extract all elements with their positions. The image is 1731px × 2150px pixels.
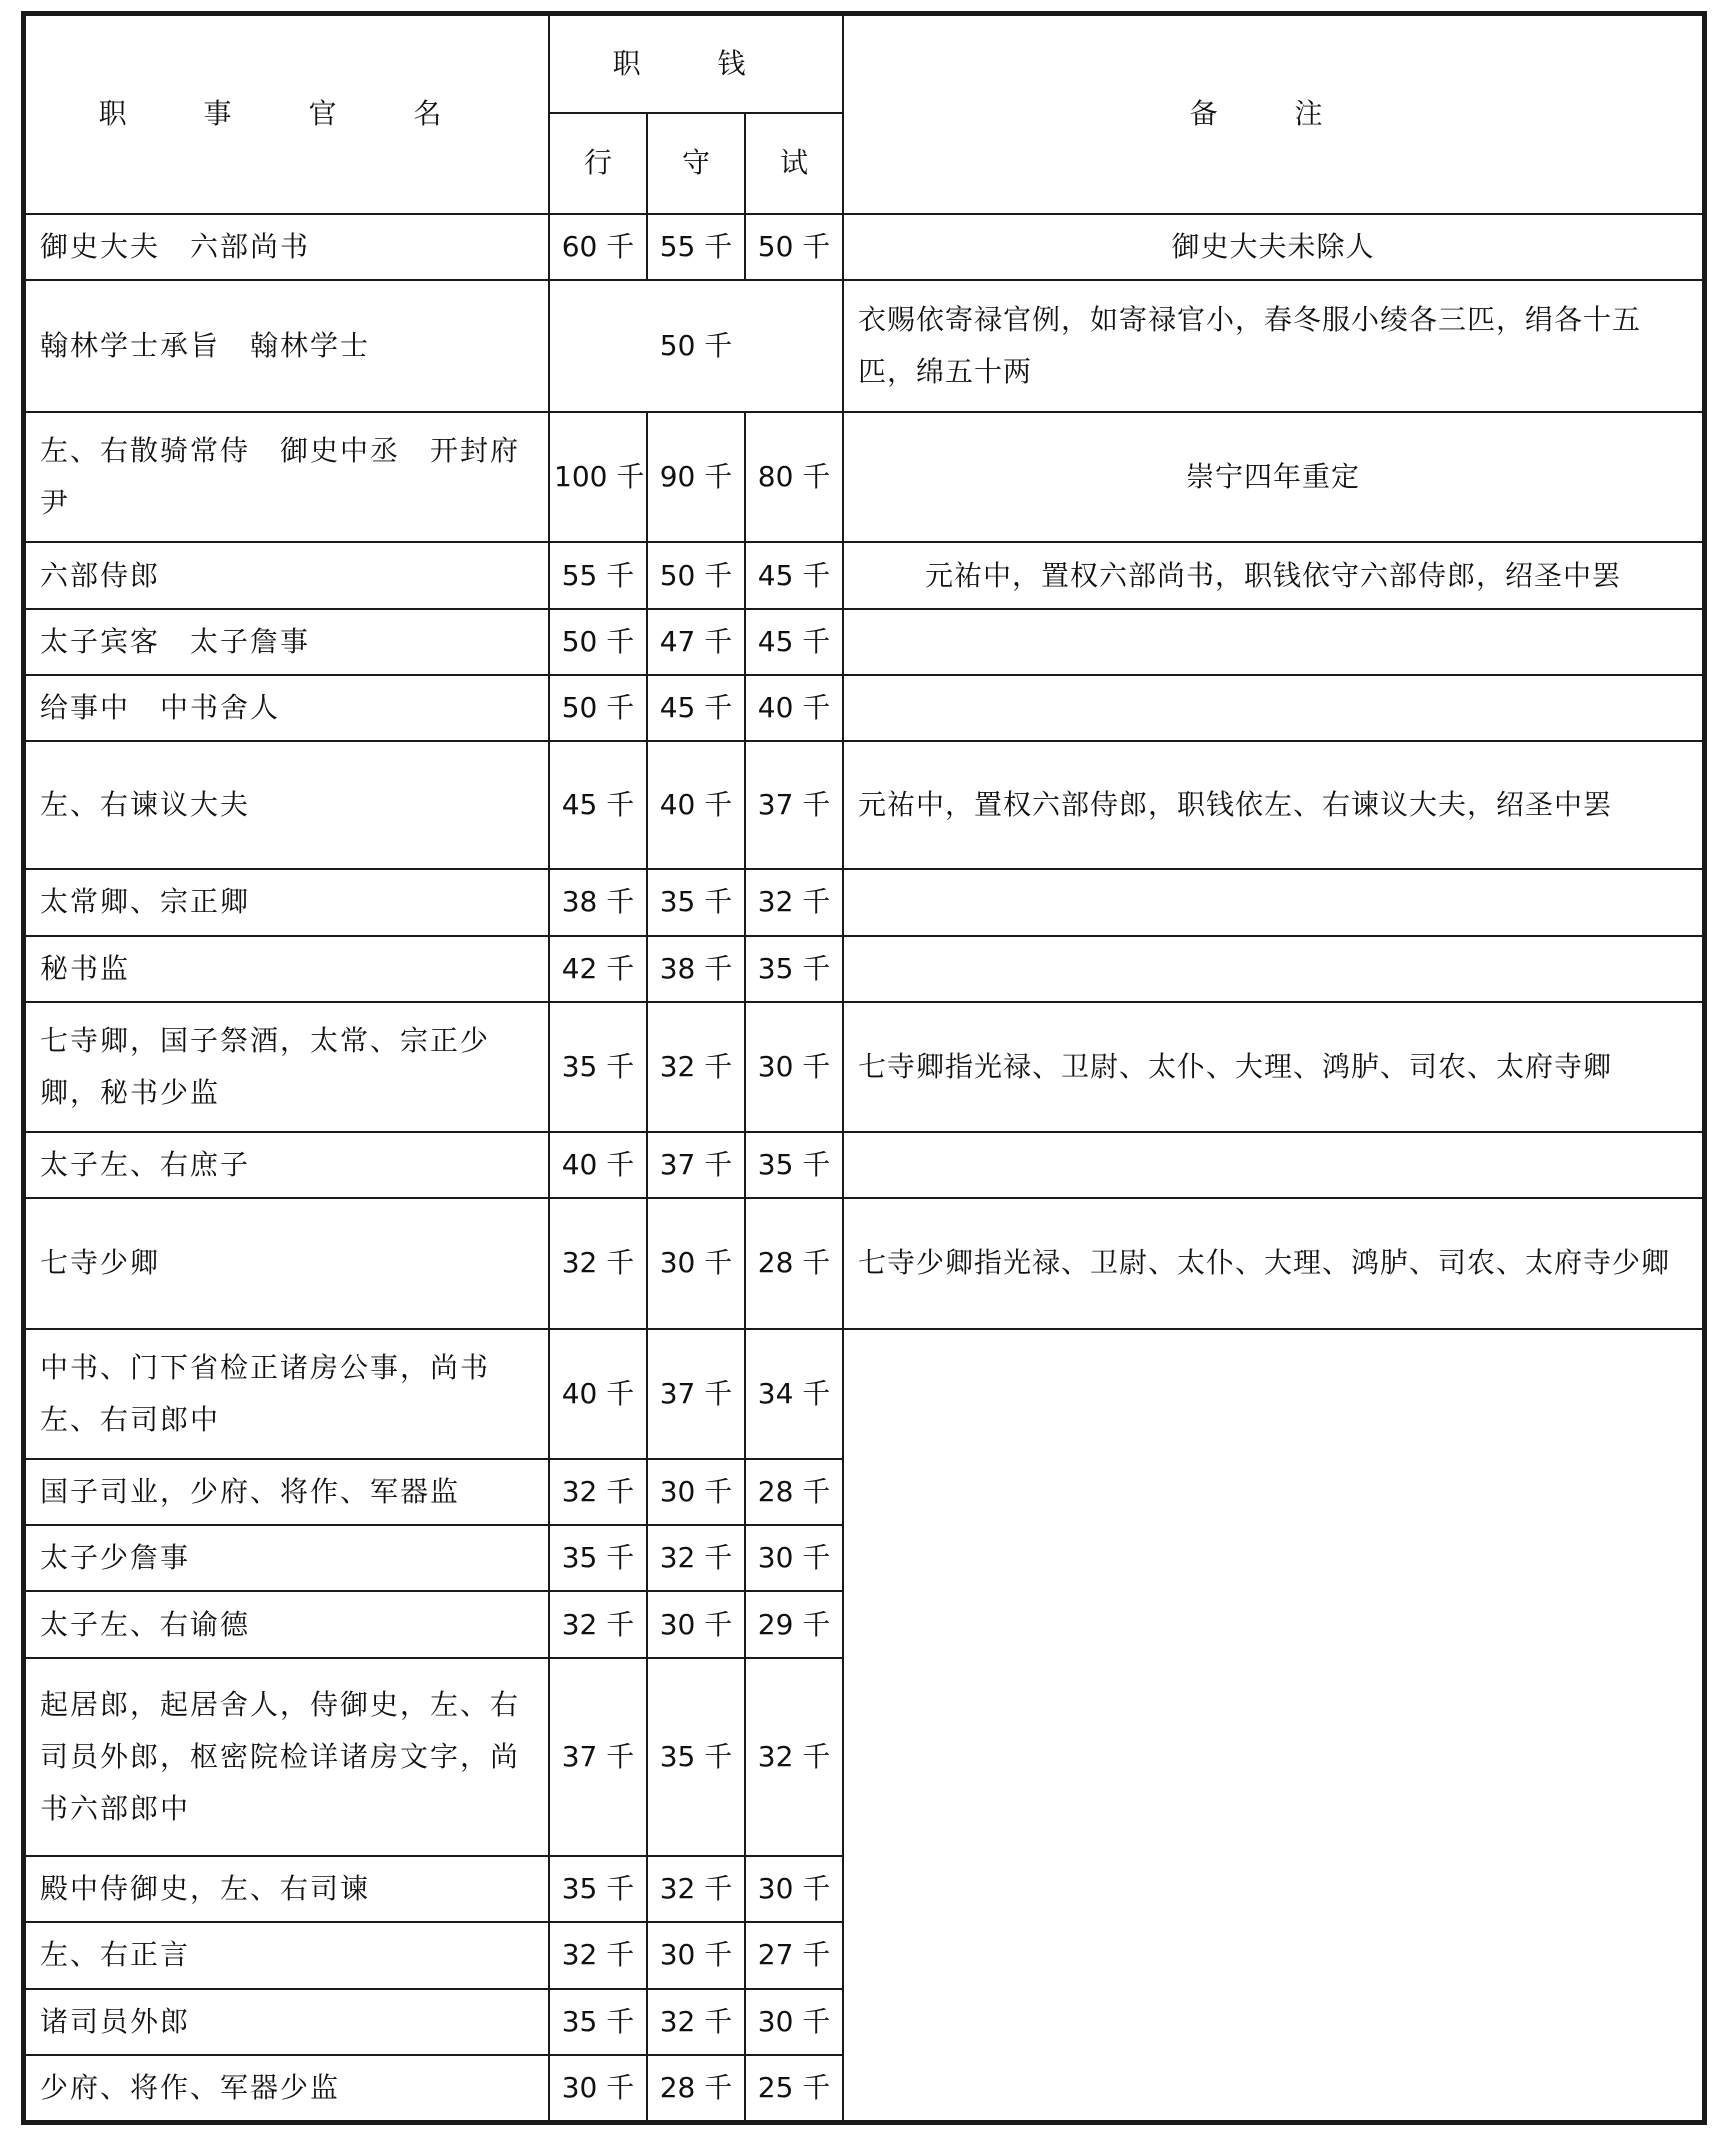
salary-shou: 38 千 — [647, 936, 745, 1002]
remark — [843, 869, 1703, 935]
official-name: 六部侍郎 — [25, 542, 549, 608]
salary-shou: 30 千 — [647, 1922, 745, 1988]
salary-hang: 40 千 — [549, 1132, 647, 1198]
salary-hang: 30 千 — [549, 2055, 647, 2121]
table-row — [25, 214, 1703, 280]
salary-hang: 35 千 — [549, 1002, 647, 1132]
salary-shi: 30 千 — [745, 1856, 843, 1922]
salary-shi: 50 千 — [745, 214, 843, 280]
remark: 七寺卿指光禄、卫尉、太仆、大理、鸿胪、司农、太府寺卿 — [843, 1002, 1703, 1132]
table-row — [25, 609, 1703, 675]
salary-shi: 27 千 — [745, 1922, 843, 1988]
salary-shi: 30 千 — [745, 1002, 843, 1132]
official-name: 少府、将作、军器少监 — [25, 2055, 549, 2121]
salary-shou: 47 千 — [647, 609, 745, 675]
salary-shou: 37 千 — [647, 1329, 745, 1459]
salary-shou: 45 千 — [647, 675, 745, 741]
table-row — [25, 675, 1703, 741]
official-name: 殿中侍御史，左、右司谏 — [25, 1856, 549, 1922]
salary-hang: 32 千 — [549, 1591, 647, 1657]
salary-hang: 35 千 — [549, 1989, 647, 2055]
salary-shou: 30 千 — [647, 1459, 745, 1525]
salary-shou: 28 千 — [647, 2055, 745, 2121]
salary-shou: 32 千 — [647, 1525, 745, 1591]
salary-hang: 45 千 — [549, 741, 647, 869]
salary-hang: 50 千 — [549, 675, 647, 741]
salary-shi: 80 千 — [745, 412, 843, 542]
salary-table-page — [24, 14, 1702, 2122]
salary-shi: 28 千 — [745, 1459, 843, 1525]
official-name: 起居郎，起居舍人，侍御史，左、右司员外郎，枢密院检详诸房文字，尚书六部郎中 — [25, 1658, 549, 1857]
remarks-blank-area — [843, 1329, 1703, 2121]
official-name: 太子少詹事 — [25, 1525, 549, 1591]
salary-hang: 35 千 — [549, 1856, 647, 1922]
salary-table — [24, 14, 1704, 2122]
salary-hang: 38 千 — [549, 869, 647, 935]
salary-hang: 35 千 — [549, 1525, 647, 1591]
official-name: 太子左、右庶子 — [25, 1132, 549, 1198]
header-remarks: 备 注 — [843, 15, 1703, 214]
salary-merged: 50 千 — [549, 280, 843, 412]
salary-shi: 30 千 — [745, 1525, 843, 1591]
table-row — [25, 412, 1703, 542]
official-name: 七寺少卿 — [25, 1198, 549, 1328]
header-official-title: 职 事 官 名 — [25, 15, 549, 214]
remark: 御史大夫未除人 — [843, 214, 1703, 280]
salary-hang: 37 千 — [549, 1658, 647, 1857]
remark — [843, 609, 1703, 675]
salary-shi: 40 千 — [745, 675, 843, 741]
salary-hang: 32 千 — [549, 1922, 647, 1988]
official-name: 御史大夫 六部尚书 — [25, 214, 549, 280]
official-name: 给事中 中书舍人 — [25, 675, 549, 741]
salary-shou: 37 千 — [647, 1132, 745, 1198]
table-row — [25, 280, 1703, 412]
salary-shi: 35 千 — [745, 1132, 843, 1198]
remark — [843, 1132, 1703, 1198]
official-name: 国子司业，少府、将作、军器监 — [25, 1459, 549, 1525]
salary-shou: 55 千 — [647, 214, 745, 280]
salary-hang: 32 千 — [549, 1198, 647, 1328]
table-row — [25, 741, 1703, 869]
official-name: 太子左、右谕德 — [25, 1591, 549, 1657]
salary-shou: 30 千 — [647, 1591, 745, 1657]
remark — [843, 936, 1703, 1002]
salary-hang: 100 千 — [549, 412, 647, 542]
table-row — [25, 1132, 1703, 1198]
official-name: 左、右散骑常侍 御史中丞 开封府尹 — [25, 412, 549, 542]
salary-hang: 42 千 — [549, 936, 647, 1002]
remark: 崇宁四年重定 — [843, 412, 1703, 542]
table-row — [25, 1198, 1703, 1328]
official-name: 左、右谏议大夫 — [25, 741, 549, 869]
salary-shi: 29 千 — [745, 1591, 843, 1657]
salary-shou: 30 千 — [647, 1198, 745, 1328]
salary-shi: 45 千 — [745, 542, 843, 608]
table-row — [25, 542, 1703, 608]
table-row — [25, 1002, 1703, 1132]
salary-shi: 32 千 — [745, 1658, 843, 1857]
table-row — [25, 869, 1703, 935]
salary-shou: 35 千 — [647, 869, 745, 935]
header-shou: 守 — [647, 113, 745, 213]
remark: 七寺少卿指光禄、卫尉、太仆、大理、鸿胪、司农、太府寺少卿 — [843, 1198, 1703, 1328]
remark: 衣赐依寄禄官例，如寄禄官小，春冬服小绫各三匹，绢各十五匹，绵五十两 — [843, 280, 1703, 412]
official-name: 中书、门下省检正诸房公事，尚书左、右司郎中 — [25, 1329, 549, 1459]
remark: 元祐中，置权六部尚书，职钱依守六部侍郎，绍圣中罢 — [843, 542, 1703, 608]
salary-shi: 45 千 — [745, 609, 843, 675]
table-row — [25, 936, 1703, 1002]
header-salary: 职 钱 — [549, 15, 843, 113]
salary-shi: 37 千 — [745, 741, 843, 869]
header-hang: 行 — [549, 113, 647, 213]
salary-hang: 32 千 — [549, 1459, 647, 1525]
salary-hang: 55 千 — [549, 542, 647, 608]
official-name: 诸司员外郎 — [25, 1989, 549, 2055]
header-shi: 试 — [745, 113, 843, 213]
salary-hang: 40 千 — [549, 1329, 647, 1459]
salary-shou: 90 千 — [647, 412, 745, 542]
salary-shi: 28 千 — [745, 1198, 843, 1328]
salary-shou: 32 千 — [647, 1856, 745, 1922]
salary-shi: 34 千 — [745, 1329, 843, 1459]
official-name: 左、右正言 — [25, 1922, 549, 1988]
salary-shi: 35 千 — [745, 936, 843, 1002]
salary-hang: 60 千 — [549, 214, 647, 280]
salary-hang: 50 千 — [549, 609, 647, 675]
remark: 元祐中，置权六部侍郎，职钱依左、右谏议大夫，绍圣中罢 — [843, 741, 1703, 869]
salary-shou: 32 千 — [647, 1002, 745, 1132]
salary-shou: 40 千 — [647, 741, 745, 869]
official-name: 秘书监 — [25, 936, 549, 1002]
table-row — [25, 1329, 1703, 1459]
salary-shou: 50 千 — [647, 542, 745, 608]
salary-shi: 32 千 — [745, 869, 843, 935]
salary-shou: 35 千 — [647, 1658, 745, 1857]
remark — [843, 675, 1703, 741]
salary-shi: 25 千 — [745, 2055, 843, 2121]
official-name: 太子宾客 太子詹事 — [25, 609, 549, 675]
official-name: 太常卿、宗正卿 — [25, 869, 549, 935]
salary-shi: 30 千 — [745, 1989, 843, 2055]
official-name: 翰林学士承旨 翰林学士 — [25, 280, 549, 412]
salary-shou: 32 千 — [647, 1989, 745, 2055]
official-name: 七寺卿，国子祭酒，太常、宗正少卿，秘书少监 — [25, 1002, 549, 1132]
